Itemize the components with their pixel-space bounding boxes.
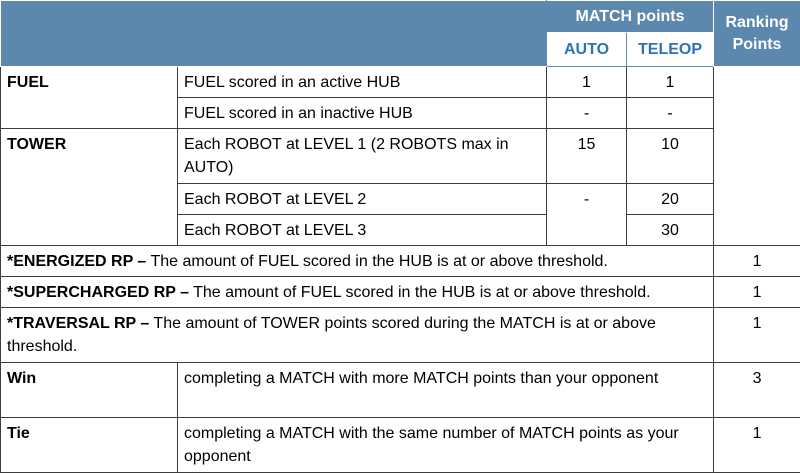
ranking-points-empty-cell [714,67,800,246]
table-row [1,363,800,418]
row-description: Each ROBOT at LEVEL 1 (2 ROBOTS max in AUTO) [178,129,547,184]
ranking-points-value: 1 [714,246,800,277]
ranking-points-header: Ranking Points [714,1,800,67]
rp-name: *ENERGIZED RP – [7,253,147,270]
row-description: FUEL scored in an inactive HUB [178,98,547,129]
tower-label: TOWER [1,129,178,246]
teleop-value: - [627,98,714,129]
table-row [1,418,800,473]
auto-value: - [547,98,627,129]
tie-description: completing a MATCH with the same number of MATCH points as your opponent [178,418,714,473]
win-label: Win [1,363,178,418]
match-points-header: MATCH points [547,1,714,33]
ranking-points-value: 1 [714,308,800,363]
teleop-value: 1 [627,67,714,98]
ranking-points-value: 1 [714,277,800,308]
ranking-points-value: 3 [714,363,800,418]
table-row [1,67,800,98]
header-blank-cell [1,1,547,67]
teleop-value: 20 [627,184,714,215]
rp-name: *TRAVERSAL RP – [7,315,150,332]
auto-value: 15 [547,129,627,184]
ranking-points-value: 1 [714,418,800,473]
auto-header: AUTO [547,33,627,67]
auto-value: 1 [547,67,627,98]
teleop-value: 30 [627,215,714,246]
rp-text: The amount of TOWER points scored during the MATCH is at or above threshold. [7,315,656,355]
auto-value: - [547,184,627,246]
row-description: Each ROBOT at LEVEL 3 [178,215,547,246]
fuel-label: FUEL [1,67,178,129]
rp-text: The amount of FUEL scored in the HUB is at or above threshold. [146,253,608,270]
rp-description [1,308,714,363]
header-row [1,1,800,33]
table-row [1,246,800,277]
table-row [1,129,800,184]
rp-description [1,277,714,308]
teleop-header: TELEOP [627,33,714,67]
row-description: FUEL scored in an active HUB [178,67,547,98]
table-row [1,308,800,363]
rp-text: The amount of FUEL scored in the HUB is at or above threshold. [188,284,651,301]
rp-description [1,246,714,277]
rp-name: *SUPERCHARGED RP – [7,284,189,301]
table-row [1,277,800,308]
win-description: completing a MATCH with more MATCH points than your opponent [178,363,714,418]
tie-label: Tie [1,418,178,473]
row-description: Each ROBOT at LEVEL 2 [178,184,547,215]
teleop-value: 10 [627,129,714,184]
